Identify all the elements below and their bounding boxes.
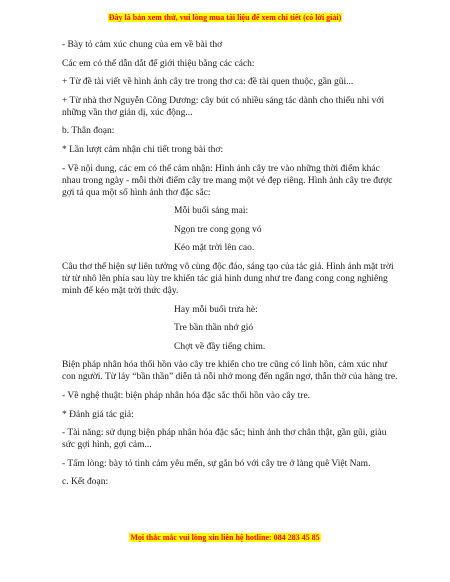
paragraph: - Bày tỏ cảm xúc chung của em về bài thơ [62, 40, 223, 50]
poem-line: Tre bần thần nhớ gió [174, 323, 254, 334]
poem-line: Chợt về đầy tiếng chim. [174, 341, 266, 352]
paragraph: * Lần lượt cảm nhận chi tiết trong bài thơ: [62, 144, 224, 155]
paragraph: + Từ nhà thơ Nguyễn Công Dương: cây bút có nhiều sáng tác dành cho thiếu nhi với những vần thơ giản dị, xúc động... [62, 95, 385, 118]
paragraph: - Về nghệ thuật: biện pháp nhân hóa đặc sắc thổi hồn vào cây tre. [62, 390, 311, 401]
paragraph: * Đánh giá tác giả: [62, 409, 134, 420]
document-body [62, 39, 398, 495]
paragraph: - Tấm lòng: bày tỏ tình cảm yêu mến, sự gắn bó với cây tre ở làng quê Việt Nam. [62, 458, 371, 469]
paragraph: Câu thơ thể hiện sự liên tưởng vô cùng độc đáo, sáng tạo của tác giả. Hình ảnh mặt trời từ từ nhô lên phía sau lùy tre khiến tác giả hình dung như tre đang cong cong nghiêng mình để kéo mặt trời thức dậy. [62, 261, 394, 296]
hotline-notice-banner [0, 533, 450, 543]
paragraph: - Tài năng: sử dụng biện pháp nhân hóa đặc sắc; hình ảnh thơ chân thật, gần gũi, giàu sức gợi hình, gợi cảm... [62, 428, 387, 451]
hotline-notice-text: Mọi thắc mắc vui lòng xin liên hệ hotline: 084 283 45 85 [130, 533, 320, 542]
poem-line: Mỗi buổi sáng mai: [174, 206, 249, 217]
paragraph: + Từ đề tài viết về hình ảnh cây tre trong thơ ca: đề tài quen thuộc, gần gũi... [62, 77, 354, 88]
paragraph: - Về nội dung, các em có thể cảm nhận: Hình ảnh cây tre vào những thời điểm khác nhau trong ngày - mỗi thời điểm cây tre mang một vẻ đẹp riêng. Hình ảnh cây tre được gợi tả qua một số hình ảnh thơ đặc sắc: [62, 163, 393, 198]
paragraph: Biện pháp nhân hóa thổi hồn vào cây tre khiến cho tre cũng có linh hồn, cảm xúc như con người. Từ láy “bần thần” diễn tả nỗi nhớ mong đến ngẩn ngơ, thẫn thờ của hàng tre. [62, 360, 398, 383]
section-heading: b. Thân đoạn: [62, 126, 115, 137]
poem-line: Hay mỗi buổi trưa hè: [174, 304, 258, 315]
poem-line: Kéo mặt trời lên cao. [174, 243, 255, 254]
preview-notice-text: Đây là bản xem thử, vui lòng mua tài liệu để xem chi tiết (có lời giải) [108, 13, 342, 22]
preview-notice-banner [0, 13, 450, 23]
section-heading: c. Kết đoạn: [62, 477, 109, 488]
paragraph: Các em có thể dẫn dắt để giới thiệu bằng các cách: [62, 58, 255, 69]
poem-line: Ngọn tre cong gọng vó [174, 224, 262, 235]
